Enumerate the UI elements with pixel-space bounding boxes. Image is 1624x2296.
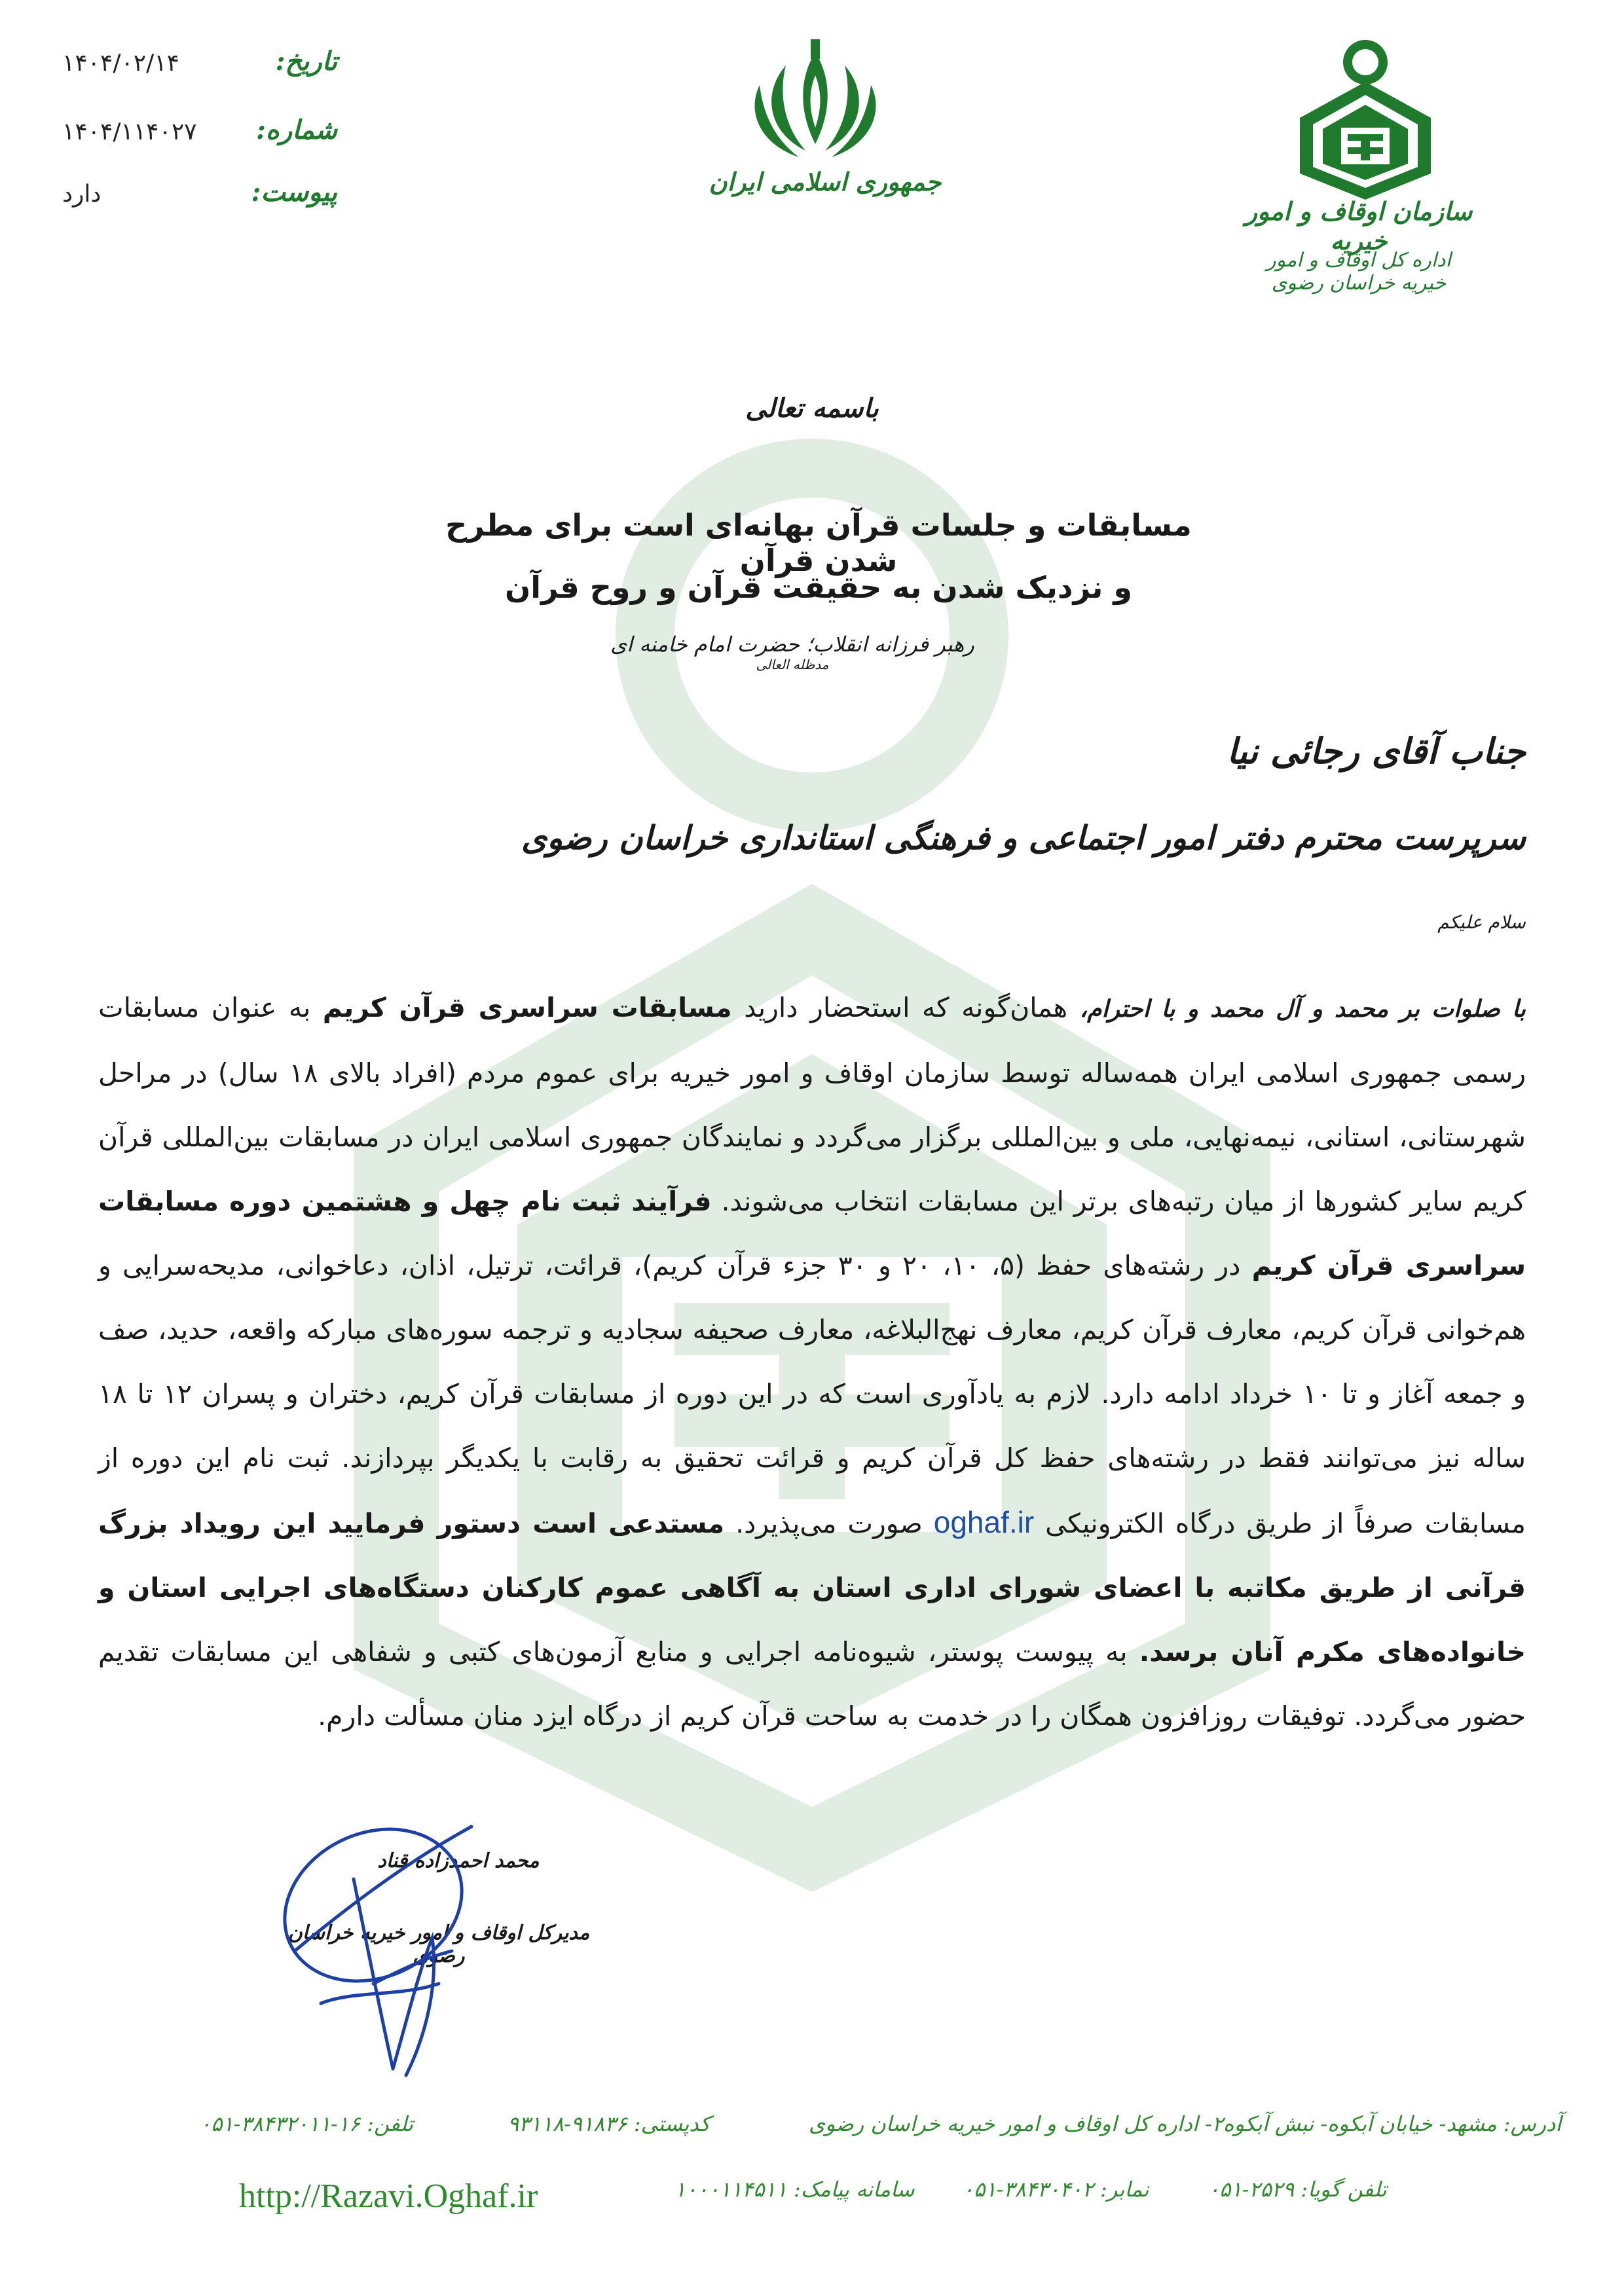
attachment-value: دارد xyxy=(62,181,101,208)
recipient-name: جناب آقای رجائی نیا xyxy=(1227,730,1526,772)
footer-voice-phone: تلفن گویا: ۲۵۲۹-۰۵۱ xyxy=(1208,2177,1387,2202)
recipient-title: سرپرست محترم دفتر امور اجتماعی و فرهنگی استانداری خراسان رضوی xyxy=(521,818,1526,857)
body-bold-2: فرآیند ثبت نام چهل و هشتمین دوره مسابقات سراسری قرآن کریم xyxy=(98,1186,1526,1281)
body-part-4: صورت می‌پذیرد. xyxy=(724,1508,934,1539)
number-value: ۱۴۰۴/۱۱۴۰۲۷ xyxy=(62,118,197,145)
body-part-1: همان‌گونه که استحضار دارید xyxy=(731,992,1080,1023)
quote-source xyxy=(589,632,995,682)
quote-line-2: و نزدیک شدن به حقیقت قرآن و روح قرآن xyxy=(504,570,1132,605)
quote-line-1: مسابقات و جلسات قرآن بهانه‌ای است برای مطرح شدن قرآن xyxy=(445,507,1192,578)
footer-website-link[interactable]: http://Razavi.Oghaf.ir xyxy=(239,2178,538,2215)
footer-address: آدرس: مشهد- خیابان آبکوه- نبش آبکوه۲- اداره کل اوقاف و امور خیریه خراسان رضوی xyxy=(809,2111,1562,2136)
handwritten-signature-icon xyxy=(255,1787,530,2082)
registration-link[interactable]: oghaf.ir xyxy=(933,1505,1035,1539)
greeting: سلام علیکم xyxy=(1437,911,1526,933)
body-part-2: به عنوان مسابقات رسمی جمهوری اسلامی ایران همه‌ساله توسط سازمان اوقاف و امور خیریه برای عموم مردم (افراد بالای ۱۸ سال) در مراحل شهرستانی، استانی، نیمه‌نهایی، ملی و بین‌المللی برگزار می‌گردد و نمایندگان جمهوری اسلامی ایران در مسابقات بین‌المللی قرآن کریم سایر کشورها از میان رتبه‌های برتر این مسابقات انتخاب می‌شوند. xyxy=(98,992,1526,1217)
endowment-org-logo-icon xyxy=(1290,36,1441,200)
quote-source-suffix: مدظله العالی xyxy=(756,657,829,672)
footer-fax: نمابر: ۳۸۴۳۰۴۰۲-۰۵۱ xyxy=(963,2177,1149,2202)
government-name: جمهوری اسلامی ایران xyxy=(709,167,942,196)
signatory-name: محمد احمدزاده قناد xyxy=(377,1850,540,1872)
iran-emblem-icon xyxy=(747,39,884,164)
number-label: شماره: xyxy=(256,115,337,145)
footer-sms: سامانه پیامک: ۱۰۰۰۱۱۴۵۱۱ xyxy=(674,2177,915,2202)
footer-postal-code: کدپستی: ۹۱۸۳۶-۹۳۱۱۸ xyxy=(507,2111,710,2136)
letter-body xyxy=(98,975,1526,1748)
date-label: تاریخ: xyxy=(275,46,337,77)
quote-source-text: رهبر فرزانه انقلاب؛ حضرت امام خامنه ای xyxy=(610,632,974,657)
salawat: با صلوات بر محمد و آل محمد و با احترام، xyxy=(1079,995,1526,1023)
basmala: باسمه تعالی xyxy=(745,393,879,424)
attachment-label: پیوست: xyxy=(251,177,337,208)
footer-phone: تلفن: ۱۶-۳۸۴۳۲۰۱۱-۰۵۱ xyxy=(200,2111,414,2136)
org-subname: اداره کل اوقاف و امور خیریه خراسان رضوی xyxy=(1266,249,1451,295)
date-value: ۱۴۰۴/۰۲/۱۴ xyxy=(62,50,179,77)
body-part-3: در رشته‌های حفظ (۵، ۱۰، ۲۰ و ۳۰ جزء قرآن کریم)، قرائت، ترتیل، اذان، دعاخوانی، مدیحه‌سرایی و هم‌خوانی قرآن کریم، معارف قرآن کریم، معارف نهج‌البلاغه، معارف صحیفه سجادیه و ترجمه سوره‌های مبارکه واقعه، حدید، صف و جمعه آغاز و تا ۱۰ خرداد ادامه دارد. لازم به یادآوری است که در این دوره از مسابقات قرآن کریم، دختران و پسران ۱۲ تا ۱۸ ساله نیز می‌توانند فقط در رشته‌های حفظ کل قرآن کریم و قرائت تحقیق به رقابت با یکدیگر بپردازند. ثبت نام این دوره از مسابقات صرفاً از طریق درگاه الکترونیکی xyxy=(98,1250,1526,1539)
signatory-title: مدیرکل اوقاف و امور خیریه خراسان رضوی xyxy=(287,1922,590,1967)
org-name: سازمان اوقاف و امور خیریه xyxy=(1245,196,1473,255)
body-bold-3: مستدعی است دستور فرمایید این رویداد بزرگ قرآنی از طریق مکاتبه با اعضای شورای اداری استان به آگاهی عموم کارکنان دستگاه‌های اجرایی استان و خانواده‌های مکرم آنان برسد. xyxy=(98,1508,1526,1667)
body-part-5: به پیوست پوستر، شیوه‌نامه اجرایی و منابع آزمون‌های کتبی و شفاهی این مسابقات تقدیم حضور می‌گردد. توفیقات روزافزون همگان را در خدمت به ساحت قرآن کریم از درگاه ایزد منان مسألت دارم. xyxy=(98,1636,1526,1732)
body-bold-1: مسابقات سراسری قرآن کریم xyxy=(322,992,732,1023)
